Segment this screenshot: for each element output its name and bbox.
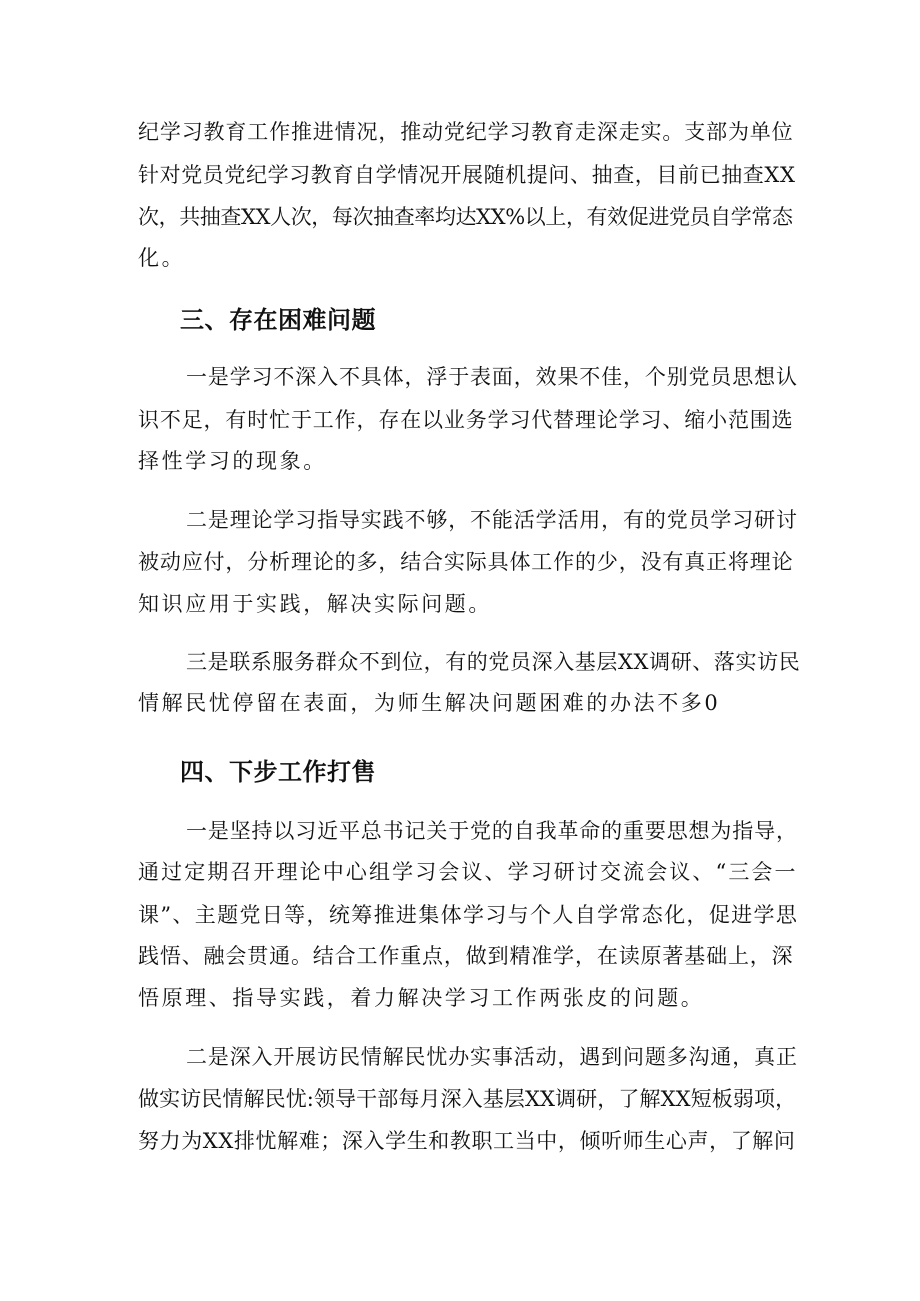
intro-line-3: 次，共抽查XX人次，每次抽查率均达XX%以上，有效促进党员自学常态	[138, 205, 793, 229]
s3p3-line-2: 情解民忧停留在表面，为师生解决问题困难的办法不多0	[138, 691, 721, 715]
s4p1-line-3: 课”、主题党日等，统筹推进集体学习与个人自学常态化，促进学思	[138, 903, 799, 927]
intro-line-2: 针对党员党纪学习教育自学情况开展随机提问、抽查，目前已抽查XX	[138, 163, 796, 187]
s4p1-line-1: 一是坚持以习近平总书记关于党的自我革命的重要思想为指导，	[186, 819, 798, 843]
s4p1-line-4: 践悟、融会贯通。结合工作重点，做到精准学，在读原著基础上，深	[138, 944, 794, 968]
s4p2-line-3: 努力为XX排忧解难；深入学生和教职工当中，倾听师生心声，了解问	[138, 1129, 796, 1153]
intro-line-4: 化。	[138, 246, 186, 270]
s3p1-line-1: 一是学习不深入不具体，浮于表面，效果不佳，个别党员思想认	[186, 365, 798, 389]
section-4-title: 四、下步工作打售	[180, 758, 376, 786]
s4p2-line-1: 二是深入开展访民情解民忧办实事活动，遇到问题多沟通，真正	[186, 1045, 798, 1069]
s3p1-line-3: 择性学习的现象。	[138, 449, 327, 473]
s3p3-line-1: 三是联系服务群众不到位，有的党员深入基层XX调研、落实访民	[186, 650, 801, 674]
s4p1-line-5: 悟原理、指导实践，着力解决学习工作两张皮的问题。	[138, 986, 705, 1010]
s3p2-line-3: 知识应用于实践，解决实际问题。	[138, 592, 492, 616]
intro-line-1: 纪学习教育工作推进情况，推动党纪学习教育走深走实。支部为单位	[138, 120, 794, 144]
s3p1-line-2: 识不足，有时忙于工作，存在以业务学习代替理论学习、缩小范围选	[138, 408, 794, 432]
s3p2-line-1: 二是理论学习指导实践不够，不能活学活用，有的党员学习研讨	[186, 508, 798, 532]
section-3-title: 三、存在困难问题	[180, 306, 376, 334]
s3p2-line-2: 被动应付，分析理论的多，结合实际具体工作的少，没有真正将理论	[138, 550, 794, 574]
s4p2-line-2: 做实访民情解民忧:领导干部每月深入基层XX调研，了解XX短板弱项，	[138, 1087, 797, 1111]
s4p1-line-2: 通过定期召开理论中心组学习会议、学习研讨交流会议、“三会一	[138, 860, 798, 884]
